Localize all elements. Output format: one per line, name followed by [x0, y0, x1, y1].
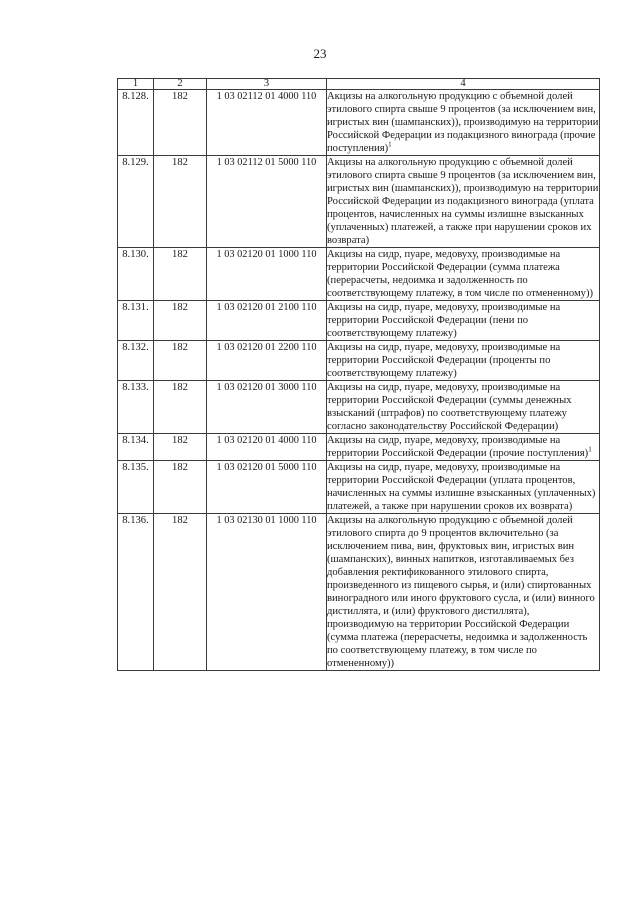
description-cell — [327, 381, 600, 434]
description-cell — [327, 341, 600, 381]
admin-code-cell-text: 182 — [172, 249, 188, 260]
kbk-code-cell-text: 1 03 02112 01 4000 110 — [216, 91, 317, 102]
description-cell — [327, 156, 600, 248]
column-header-2: 2 — [154, 79, 207, 90]
row-number-cell — [118, 341, 154, 381]
description-cell-text: Акцизы на сидр, пуаре, медовуху, производимые на территории Российской Федерации (пени по соответствующему платежу) — [327, 302, 561, 339]
admin-code-cell — [154, 461, 207, 514]
description-cell-text: Акцизы на сидр, пуаре, медовуху, производимые на территории Российской Федерации (прочие поступления) — [327, 435, 589, 459]
table-row — [118, 341, 600, 381]
row-number-cell-text: 8.130. — [122, 249, 149, 260]
column-header-1: 1 — [118, 79, 154, 90]
row-number-cell-text: 8.128. — [122, 91, 149, 102]
row-number-cell-text: 8.132. — [122, 342, 149, 353]
admin-code-cell — [154, 90, 207, 156]
admin-code-cell — [154, 514, 207, 671]
description-cell — [327, 248, 600, 301]
kbk-code-cell-text: 1 03 02130 01 1000 110 — [216, 515, 317, 526]
admin-code-cell-text: 182 — [172, 91, 188, 102]
kbk-code-cell — [207, 514, 327, 671]
row-number-cell-text: 8.131. — [122, 302, 149, 313]
kbk-code-cell-text: 1 03 02120 01 4000 110 — [216, 435, 317, 446]
description-cell — [327, 434, 600, 461]
admin-code-cell — [154, 248, 207, 301]
admin-code-cell-text: 182 — [172, 342, 188, 353]
admin-code-cell — [154, 434, 207, 461]
row-number-cell — [118, 248, 154, 301]
description-cell — [327, 90, 600, 156]
kbk-code-cell — [207, 461, 327, 514]
admin-code-cell — [154, 341, 207, 381]
table-row — [118, 90, 600, 156]
column-header-3: 3 — [207, 79, 327, 90]
kbk-code-cell — [207, 156, 327, 248]
kbk-code-cell — [207, 434, 327, 461]
row-number-cell — [118, 434, 154, 461]
row-number-cell-text: 8.135. — [122, 462, 149, 473]
description-cell-text: Акцизы на сидр, пуаре, медовуху, производимые на территории Российской Федерации (проценты по соответствующему платежу) — [327, 342, 561, 379]
kbk-code-cell-text: 1 03 02112 01 5000 110 — [216, 157, 317, 168]
table-row — [118, 434, 600, 461]
footnote-marker: 1 — [588, 445, 592, 454]
row-number-cell — [118, 301, 154, 341]
table-row — [118, 381, 600, 434]
column-header-4: 4 — [327, 79, 600, 90]
kbk-code-cell-text: 1 03 02120 01 2200 110 — [216, 342, 317, 353]
admin-code-cell — [154, 301, 207, 341]
kbk-code-cell — [207, 381, 327, 434]
description-cell-text: Акцизы на сидр, пуаре, медовуху, производимые на территории Российской Федерации (сумма платежа (перерасчеты, недоимка и задолженность по соответствующему платежу, в том числе по отмененному)) — [327, 249, 594, 299]
kbk-code-cell-text: 1 03 02120 01 2100 110 — [216, 302, 317, 313]
admin-code-cell-text: 182 — [172, 302, 188, 313]
kbk-code-cell-text: 1 03 02120 01 3000 110 — [216, 382, 317, 393]
admin-code-cell-text: 182 — [172, 157, 188, 168]
kbk-code-cell — [207, 248, 327, 301]
page-number: 23 — [313, 46, 327, 61]
row-number-cell — [118, 90, 154, 156]
description-cell — [327, 461, 600, 514]
description-cell — [327, 514, 600, 671]
table-header-row — [118, 79, 600, 90]
admin-code-cell — [154, 381, 207, 434]
table-row — [118, 248, 600, 301]
row-number-cell — [118, 461, 154, 514]
kbk-code-cell — [207, 341, 327, 381]
row-number-cell-text: 8.134. — [122, 435, 149, 446]
kbk-code-cell — [207, 301, 327, 341]
row-number-cell — [118, 156, 154, 248]
admin-code-cell-text: 182 — [172, 382, 188, 393]
description-cell-text: Акцизы на сидр, пуаре, медовуху, производимые на территории Российской Федерации (уплата процентов, начисленных на суммы излишне взысканных (уплаченных) платежей, а также при нарушении сроков их возврата) — [327, 462, 596, 512]
description-cell — [327, 301, 600, 341]
description-cell-text: Акцизы на алкогольную продукцию с объемной долей этилового спирта свыше 9 процентов (за исключением вин, игристых вин (шампанских)), производимую на территории Российской Федерации из подакцизного винограда (уплата процентов, начисленных на суммы излишне взысканных (уплаченных) платежей, а также при нарушении сроков их возврата) — [327, 157, 599, 246]
admin-code-cell-text: 182 — [172, 435, 188, 446]
admin-code-cell — [154, 156, 207, 248]
budget-classification-table — [117, 78, 600, 671]
kbk-code-cell — [207, 90, 327, 156]
footnote-marker: 1 — [388, 140, 392, 149]
description-cell-text: Акцизы на алкогольную продукцию с объемной долей этилового спирта свыше 9 процентов (за исключением вин, игристых вин (шампанских)), производимую на территории Российской Федерации из подакцизного винограда (прочие поступления) — [327, 91, 599, 154]
description-cell-text: Акцизы на алкогольную продукцию с объемной долей этилового спирта до 9 процентов включительно (за исключением пива, вин, фруктовых вин, игристых вин (шампанских), винных напитков, изготавливаемых без добавления ректификованного этилового спирта, произведенного из пищевого сырья, и (или) спиртованных виноградного или иного фруктового сусла, и (или) винного дистиллята, и (или) фруктового дистиллята), производимую на территории Российской Федерации (сумма платежа (перерасчеты, недоимка и задолженность по соответствующему платежу, в том числе по отмененному)) — [327, 515, 595, 669]
row-number-cell — [118, 381, 154, 434]
kbk-code-cell-text: 1 03 02120 01 5000 110 — [216, 462, 317, 473]
kbk-code-cell-text: 1 03 02120 01 1000 110 — [216, 249, 317, 260]
table-row — [118, 514, 600, 671]
admin-code-cell-text: 182 — [172, 515, 188, 526]
table-row — [118, 461, 600, 514]
admin-code-cell-text: 182 — [172, 462, 188, 473]
table-row — [118, 301, 600, 341]
row-number-cell-text: 8.133. — [122, 382, 149, 393]
row-number-cell-text: 8.129. — [122, 157, 149, 168]
description-cell-text: Акцизы на сидр, пуаре, медовуху, производимые на территории Российской Федерации (суммы денежных взысканий (штрафов) по соответствующему платежу согласно законодательству Российской Федерации) — [327, 382, 572, 432]
row-number-cell-text: 8.136. — [122, 515, 149, 526]
row-number-cell — [118, 514, 154, 671]
table-row — [118, 156, 600, 248]
